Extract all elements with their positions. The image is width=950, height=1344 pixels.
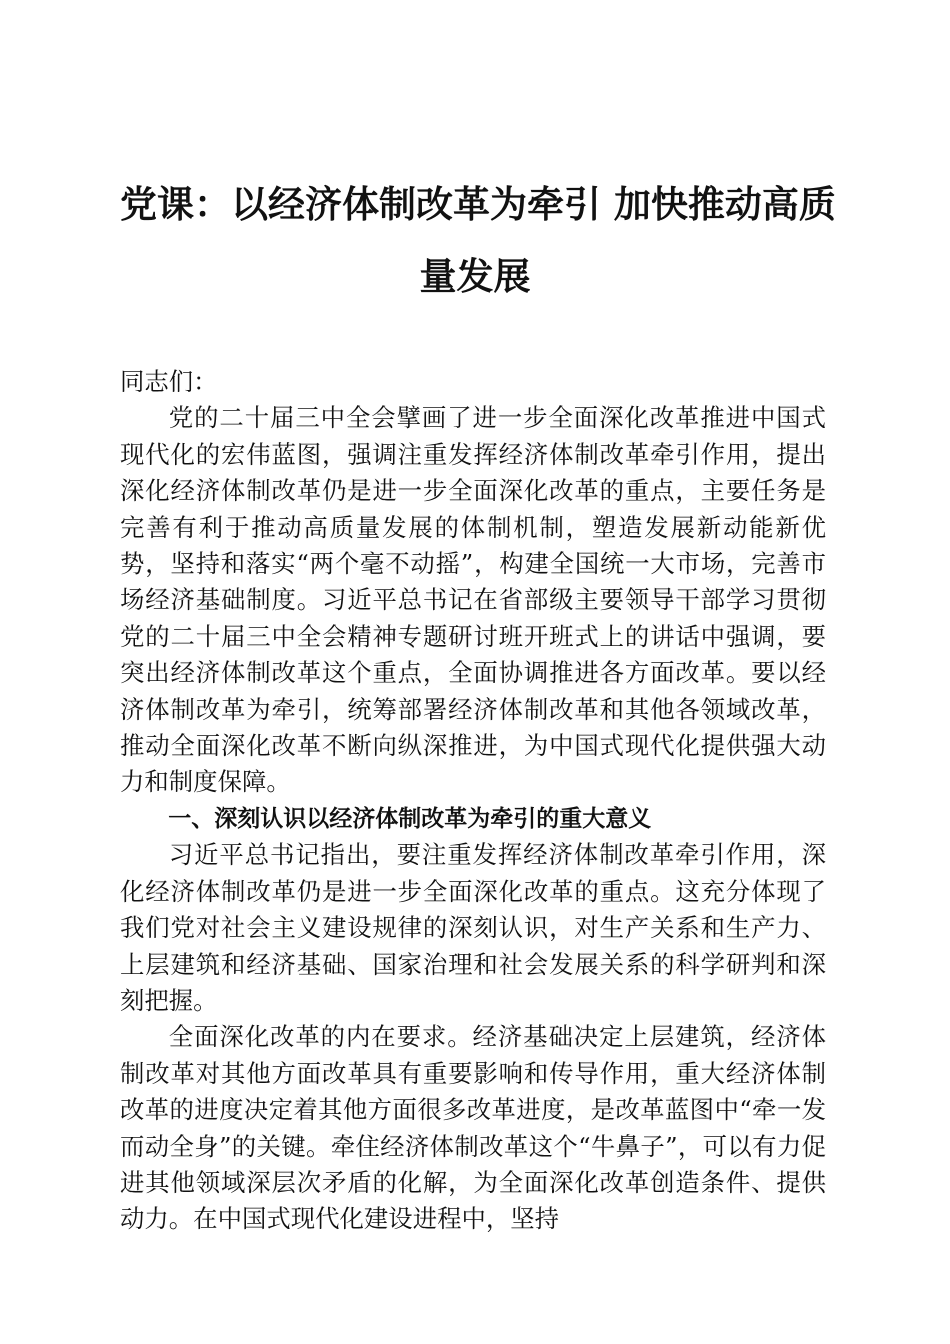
paragraph-section1-1: 习近平总书记指出，要注重发挥经济体制改革牵引作用，深化经济体制改革仍是进一步全面深化改革的重点。这充分体现了我们党对社会主义建设规律的深刻认识，对生产关系和生产力、上层建筑和经济基础、国家治理和社会发展关系的科学研判和深刻把握。: [120, 840, 826, 1015]
section-heading-1: 一、深刻认识以经济体制改革为牵引的重大意义: [168, 805, 652, 832]
document-title: [120, 168, 836, 312]
paragraph-section1-2: 全面深化改革的内在要求。经济基础决定上层建筑，经济体制改革对其他方面改革具有重要影响和传导作用，重大经济体制改革的进度决定着其他方面很多改革进度，是改革蓝图中“牵一发而动全身”的关键。牵住经济体制改革这个“牛鼻子”，可以有力促进其他领域深层次矛盾的化解，为全面深化改革创造条件、提供动力。在中国式现代化建设进程中，坚持: [120, 1022, 826, 1234]
document-body: [120, 364, 826, 1238]
title-line-1: 党课：以经济体制改革为牵引 加快推动高质: [120, 182, 836, 226]
paragraph-intro: 党的二十届三中全会擘画了进一步全面深化改革推进中国式现代化的宏伟蓝图，强调注重发挥经济体制改革牵引作用，提出深化经济体制改革仍是进一步全面深化改革的重点，主要任务是完善有利于推动高质量发展的体制机制，塑造发展新动能新优势，坚持和落实“两个毫不动摇”，构建全国统一大市场，完善市场经济基础制度。习近平总书记在省部级主要领导干部学习贯彻党的二十届三中全会精神专题研讨班开班式上的讲话中强调，要突出经济体制改革这个重点，全面协调推进各方面改革。要以经济体制改革为牵引，统筹部署经济体制改革和其他各领域改革，推动全面深化改革不断向纵深推进，为中国式现代化提供强大动力和制度保障。: [120, 403, 826, 797]
salutation: 同志们：: [120, 367, 218, 396]
title-line-2: 量发展: [419, 254, 531, 298]
